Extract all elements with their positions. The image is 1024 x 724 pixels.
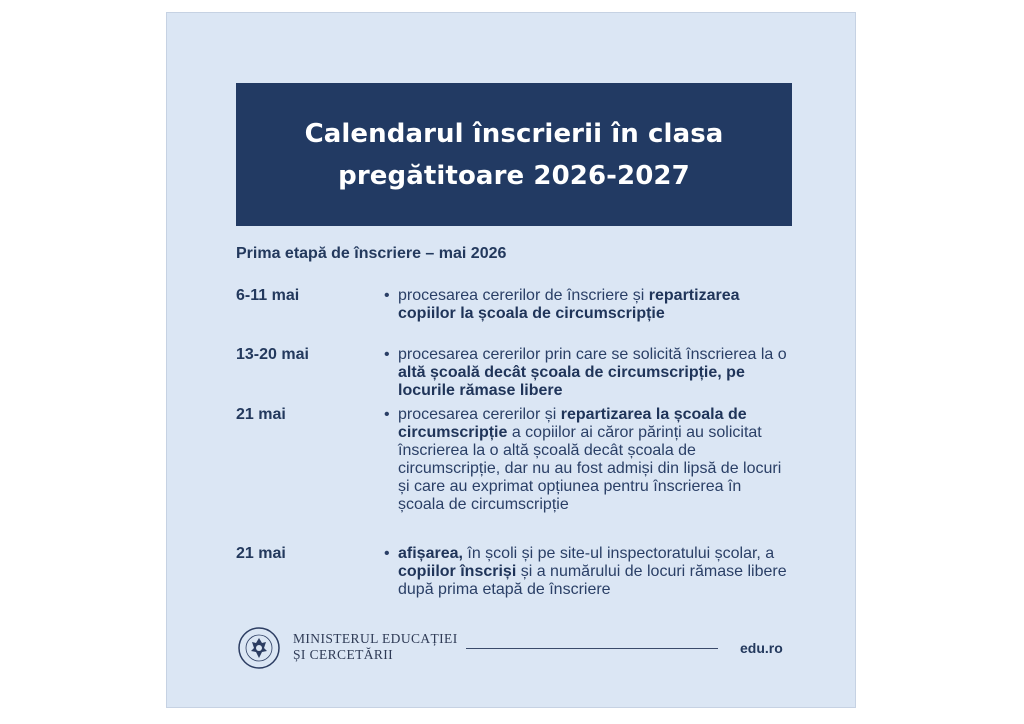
schedule-date: 21 mai	[236, 545, 286, 562]
schedule-description: • afișarea, în școli și pe site-ul inspectoratului școlar, a copiilor înscriși și a numărului de locuri rămase libere după prima etapă de înscriere	[384, 545, 787, 598]
schedule-date: 21 mai	[236, 406, 286, 423]
title-line-2: pregătitoare 2026-2027	[338, 160, 690, 191]
ministry-name: MINISTERUL EDUCAȚIEI ȘI CERCETĂRII	[293, 631, 458, 662]
website-link[interactable]: edu.ro	[740, 640, 783, 656]
bullet-icon: •	[384, 545, 390, 562]
schedule-description: • procesarea cererilor de înscriere și repartizarea copiilor la școala de circumscripție	[384, 287, 740, 322]
title-line-1: Calendarul înscrierii în clasa	[304, 118, 724, 149]
bullet-icon: •	[384, 287, 390, 304]
schedule-description: • procesarea cererilor prin care se solicită înscrierea la o altă școală decât școala de circumscripție, pe locurile rămase libere	[384, 346, 787, 399]
schedule-date: 13-20 mai	[236, 346, 309, 363]
bullet-icon: •	[384, 406, 390, 423]
title-banner	[236, 83, 792, 226]
schedule-description: • procesarea cererilor și repartizarea la școala de circumscripție a copiilor ai căror părinți au solicitat înscrierea la o altă școală decât școala de circumscripție, dar nu au fost admiși din lipsă de locuri și care au exprimat opțiunea pentru înscrierea în școala de circumscripție	[384, 406, 782, 513]
footer-divider	[466, 648, 718, 649]
bullet-icon: •	[384, 346, 390, 363]
stage-subtitle: Prima etapă de înscriere – mai 2026	[236, 245, 507, 262]
government-seal-icon	[238, 627, 280, 669]
schedule-date: 6-11 mai	[236, 287, 300, 304]
